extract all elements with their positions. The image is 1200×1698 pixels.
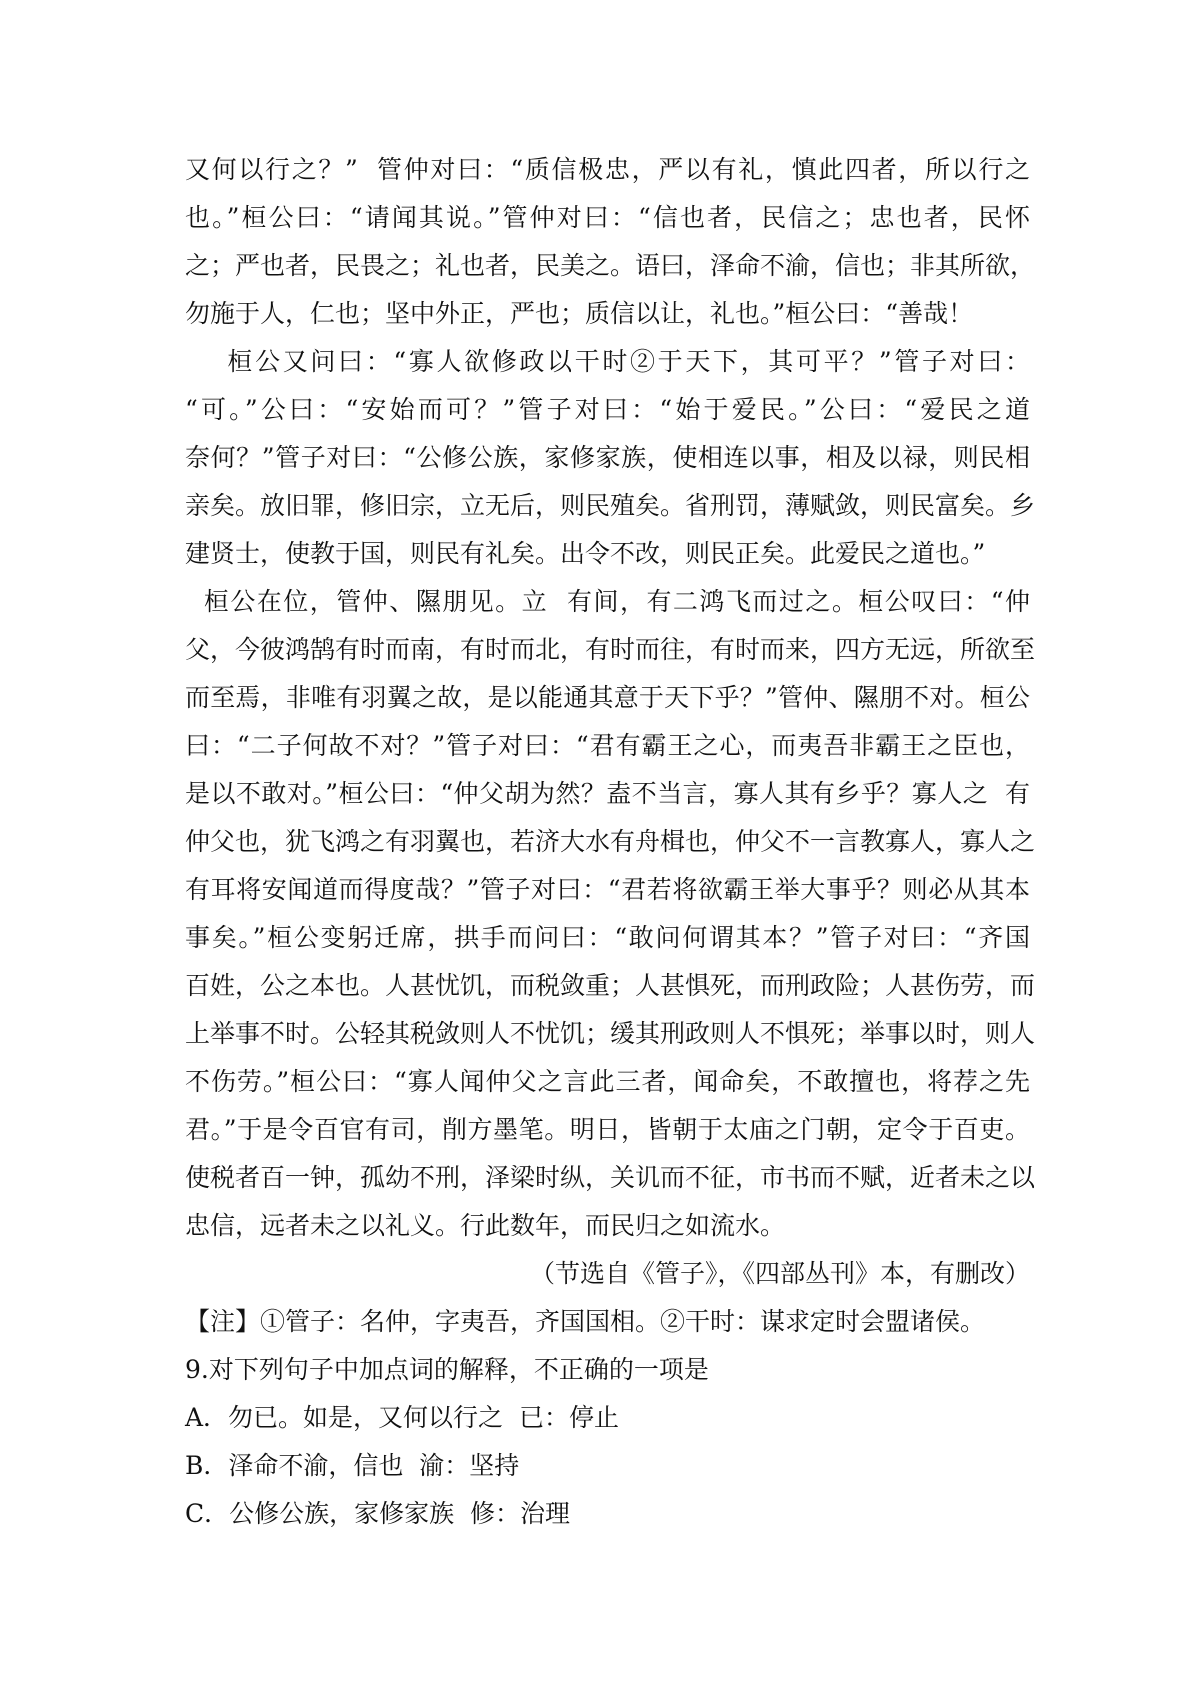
text-line: 又何以行之？” 管仲对曰：“质信极忠，严以有礼，慎此四者，所以行之 — [185, 155, 1030, 184]
text-line: 不伤劳。”桓公曰：“寡人闻仲父之言此三者，闻命矣，不敢擅也，将荐之先 — [185, 1067, 1030, 1096]
text-line: 也。”桓公曰：“请闻其说。”管仲对曰：“信也者，民信之；忠也者，民怀 — [185, 203, 1030, 232]
footnote: 【注】①管子：名仲，字夷吾，齐国国相。②干时：谋求定时会盟诸侯。 — [185, 1307, 986, 1336]
text-line: 而至焉，非唯有羽翼之故，是以能通其意于天下乎？”管仲、隰朋不对。桓公 — [185, 683, 1030, 712]
text-line: 是以不敢对。”桓公曰：“仲父胡为然？盍不当言，寡人其有乡乎？寡人之 有 — [185, 779, 1030, 808]
option-a: A．勿已。如是，又何以行之 已：停止 — [185, 1403, 619, 1432]
text-line: 建贤士，使教于国，则民有礼矣。出令不改，则民正矣。此爱民之道也。” — [185, 539, 986, 568]
text-line: 君。”于是令百官有司，削方墨笔。明日，皆朝于太庙之门朝，定令于百吏。 — [185, 1115, 1030, 1144]
text-line: 仲父也，犹飞鸿之有羽翼也，若济大水有舟楫也，仲父不一言教寡人，寡人之 — [185, 827, 1036, 856]
option-b: B．泽命不渝，信也 渝：坚持 — [185, 1451, 520, 1480]
text-line: 勿施于人，仁也；坚中外正，严也；质信以让，礼也。”桓公曰：“善哉！ — [185, 299, 974, 328]
source-citation: （节选自《管子》，《四部丛刊》本，有删改） — [529, 1259, 1030, 1288]
text-line: 曰：“二子何故不对？”管子对曰：“君有霸王之心，而夷吾非霸王之臣也， — [185, 731, 1030, 760]
text-line: “可。”公曰：“安始而可？”管子对曰：“始于爱民。”公曰：“爱民之道 — [185, 395, 1030, 424]
text-line: 上举事不时。公轻其税敛则人不忧饥；缓其刑政则人不惧死；举事以时，则人 — [185, 1019, 1036, 1048]
text-line: 父，今彼鸿鹄有时而南，有时而北，有时而往，有时而来，四方无远，所欲至 — [185, 635, 1036, 664]
text-line: 之；严也者，民畏之；礼也者，民美之。语曰，泽命不渝，信也；非其所欲， — [185, 251, 1036, 280]
text-line: 桓公又问曰：“寡人欲修政以干时②于天下，其可平？”管子对曰： — [185, 347, 1030, 376]
text-line: 事矣。”桓公变躬迁席，拱手而问曰：“敢问何谓其本？”管子对曰：“齐国 — [185, 923, 1030, 952]
question-stem: 9.对下列句子中加点词的解释，不正确的一项是 — [185, 1355, 709, 1384]
text-line: 桓公在位，管仲、隰朋见。立 有间，有二鸿飞而过之。桓公叹曰：“仲 — [185, 587, 1030, 616]
text-line: 百姓，公之本也。人甚忧饥，而税敛重；人甚惧死，而刑政险；人甚伤劳，而 — [185, 971, 1036, 1000]
text-line: 忠信，远者未之以礼义。行此数年，而民归之如流水。 — [185, 1211, 786, 1240]
option-c: C．公修公族，家修家族 修：治理 — [185, 1499, 571, 1528]
text-line: 有耳将安闻道而得度哉？”管子对曰：“君若将欲霸王举大事乎？则必从其本 — [185, 875, 1030, 904]
text-line: 亲矣。放旧罪，修旧宗，立无后，则民殖矣。省刑罚，薄赋敛，则民富矣。乡 — [185, 491, 1036, 520]
text-line: 奈何？”管子对曰：“公修公族，家修家族，使相连以事，相及以禄，则民相 — [185, 443, 1030, 472]
text-line: 使税者百一钟，孤幼不刑，泽梁时纵，关讥而不征，市书而不赋，近者未之以 — [185, 1163, 1036, 1192]
